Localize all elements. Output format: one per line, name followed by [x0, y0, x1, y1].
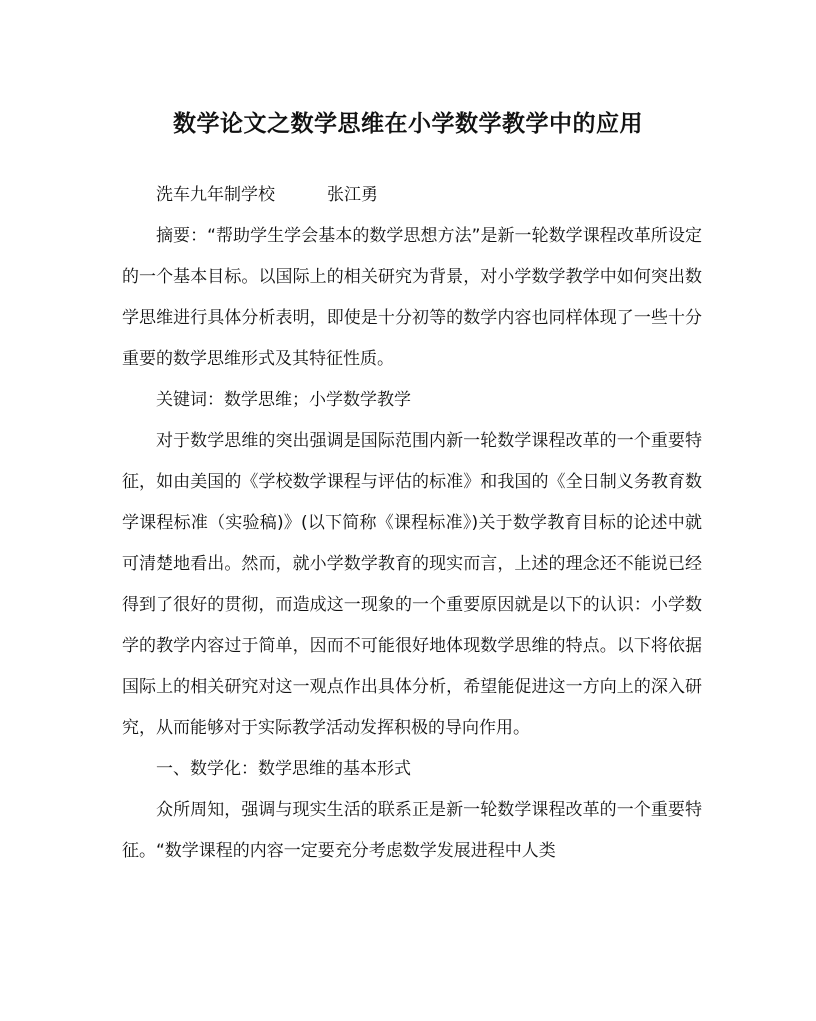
document-title: 数学论文之数学思维在小学数学教学中的应用: [173, 110, 643, 137]
section-1-paragraph: 众所周知，强调与现实生活的联系正是新一轮数学课程改革的一个重要特征。“数学课程的内容一定要充分考虑数学发展进程中人类: [122, 800, 702, 861]
keywords-paragraph: 关键词：数学思维；小学数学教学: [156, 390, 411, 410]
document-body: [122, 175, 702, 872]
section-heading-1: 一、数学化：数学思维的基本形式: [156, 759, 411, 779]
school-name: 洗车九年制学校: [156, 185, 275, 205]
author-name: 张江勇: [327, 185, 378, 205]
author-line: [122, 175, 702, 216]
intro-paragraph: 对于数学思维的突出强调是国际范围内新一轮数学课程改革的一个重要特征，如由美国的《学校数学课程与评估的标准》和我国的《全日制义务教育数学课程标准（实验稿)》(以下简称《课程标准》)关于数学教育目标的论述中就可清楚地看出。然而，就小学数学教育的现实而言，上述的理念还不能说已经得到了很好的贯彻，而造成这一现象的一个重要原因就是以下的认识：小学数学的教学内容过于简单，因而不可能很好地体现数学思维的特点。以下将依据国际上的相关研究对这一观点作出具体分析，希望能促进这一方向上的深入研究，从而能够对于实际教学活动发挥积极的导向作用。: [122, 431, 702, 738]
abstract-paragraph: 摘要：“帮助学生学会基本的数学思想方法”是新一轮数学课程改革所设定的一个基本目标。以国际上的相关研究为背景，对小学数学教学中如何突出数学思维进行具体分析表明，即使是十分初等的数学内容也同样体现了一些十分重要的数学思维形式及其特征性质。: [122, 226, 702, 369]
